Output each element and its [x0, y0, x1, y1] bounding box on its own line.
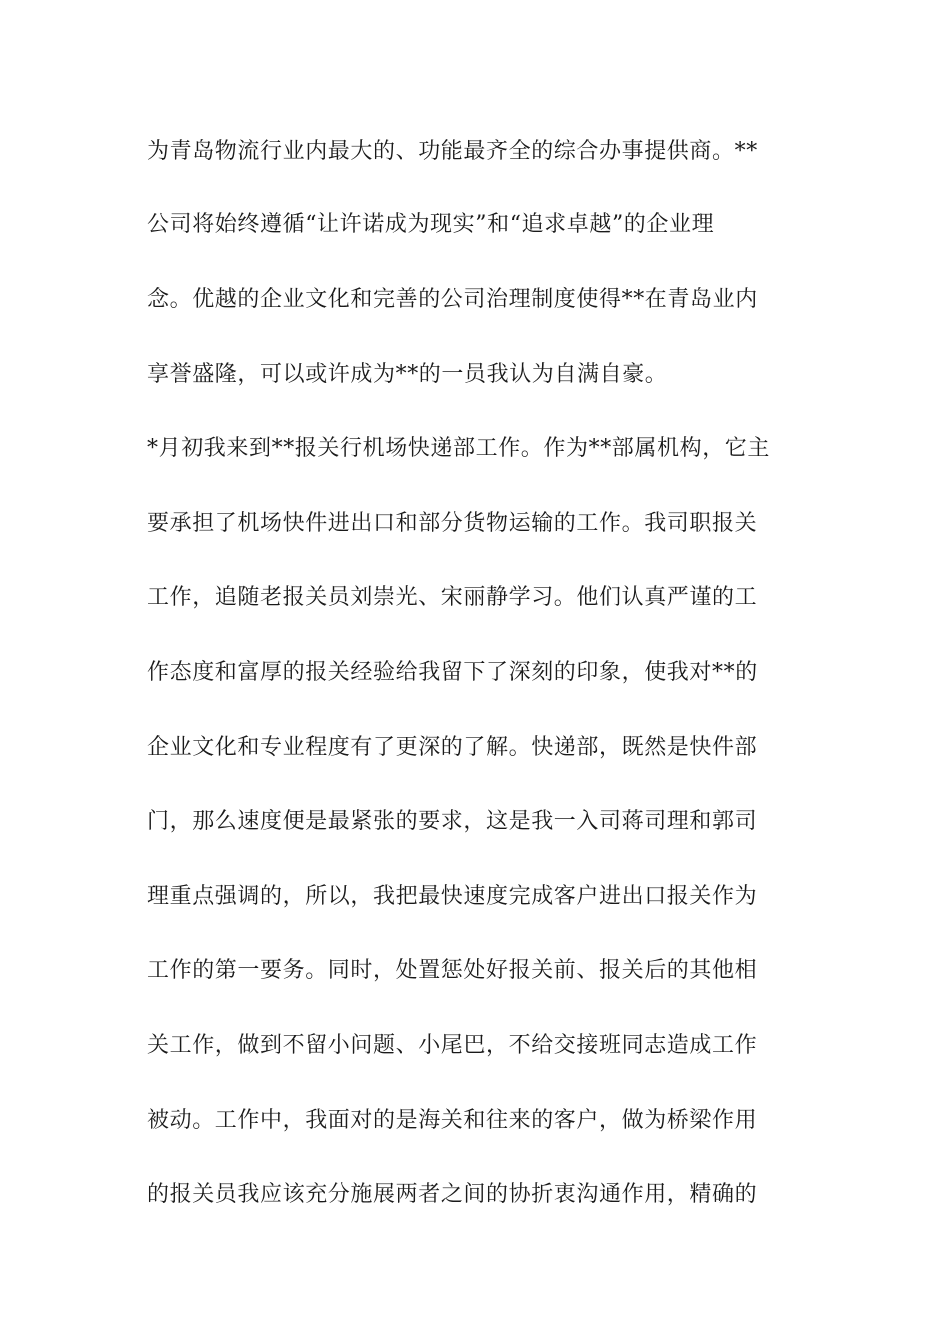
- text-line: 门，那么速度便是最紧张的要求，这是我一入司蒋司理和郭司: [147, 809, 758, 834]
- text-line: 念。优越的企业文化和完善的公司治理制度使得**在青岛业内: [147, 287, 758, 312]
- text-line: 要承担了机场快件进出口和部分货物运输的工作。我司职报关: [147, 511, 758, 536]
- text-line: 作态度和富厚的报关经验给我留下了深刻的印象，使我对**的: [147, 660, 758, 685]
- text-line: 被动。工作中，我面对的是海关和往来的客户，做为桥梁作用: [147, 1108, 758, 1133]
- text-line: 工作的第一要务。同时，处置惩处好报关前、报关后的其他相: [147, 958, 758, 983]
- text-line: 关工作，做到不留小问题、小尾巴，不给交接班同志造成工作: [147, 1033, 758, 1058]
- text-line: 理重点强调的，所以，我把最快速度完成客户进出口报关作为: [147, 884, 758, 909]
- text-line: *月初我来到**报关行机场快递部工作。作为**部属机构，它主: [147, 436, 771, 461]
- text-line: 享誉盛隆，可以或许成为**的一员我认为自满自豪。: [147, 362, 668, 387]
- text-line: 为青岛物流行业内最大的、功能最齐全的综合办事提供商。**: [147, 139, 758, 164]
- text-line: 企业文化和专业程度有了更深的了解。快递部，既然是快件部: [147, 735, 758, 760]
- text-line: 工作，追随老报关员刘崇光、宋丽静学习。他们认真严谨的工: [147, 585, 758, 610]
- text-line: 的报关员我应该充分施展两者之间的协折衷沟通作用，精确的: [147, 1182, 758, 1207]
- text-line: 公司将始终遵循“让许诺成为现实”和“追求卓越”的企业理: [147, 212, 715, 237]
